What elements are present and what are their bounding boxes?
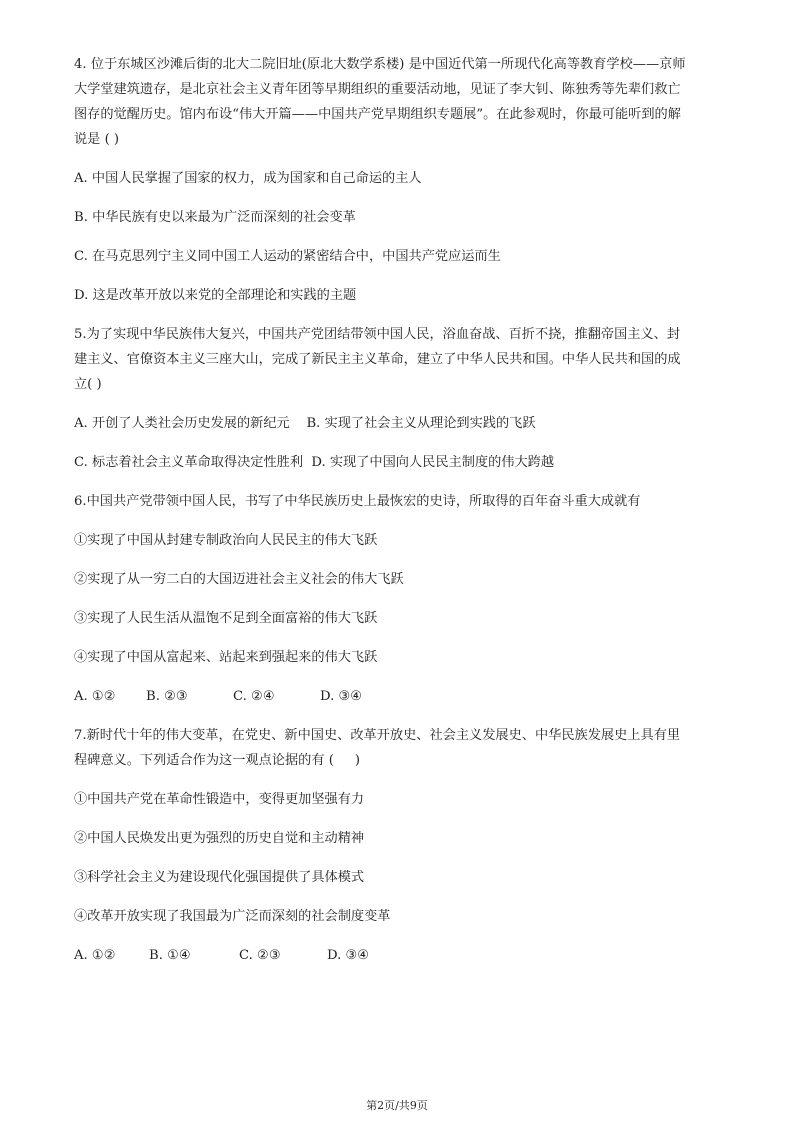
question-4 [74, 52, 724, 308]
question-5-stem-line-3: 立( ) [74, 377, 102, 392]
question-5-options-cd: C. 标志着社会主义革命取得决定性胜利 D. 实现了中国向人民民主制度的伟大跨越 [74, 455, 555, 470]
question-7-choice-c: C. ②③ [239, 948, 281, 963]
question-6-stem-line-1: 6.中国共产党带领中国人民，书写了中华民族历史上最恢宏的史诗，所取得的百年奋斗重大成就有 [74, 494, 641, 509]
question-7-item-1: ①中国共产党在革命性锻造中，变得更加坚强有力 [74, 792, 365, 807]
question-7-item-3: ③科学社会主义为建设现代化强国提供了具体模式 [74, 870, 365, 885]
question-4-stem-line-4: 说是 ( ) [74, 132, 120, 147]
question-5-stem-line-1: 5.为了实现中华民族伟大复兴，中国共产党团结带领中国人民，浴血奋战、百折不挠，推翻帝国主义、封 [74, 327, 681, 342]
question-7-choices [74, 943, 724, 968]
question-7-choice-b: B. ①④ [149, 948, 191, 963]
question-4-option-a: A. 中国人民掌握了国家的权力，成为国家和自己命运的主人 [74, 171, 422, 186]
question-5-options-ab: A. 开创了人类社会历史发展的新纪元 B. 实现了社会主义从理论到实践的飞跃 [74, 416, 536, 431]
question-4-option-b: B. 中华民族有史以来最为广泛而深刻的社会变革 [74, 210, 356, 225]
question-7-item-2: ②中国人民焕发出更为强烈的历史自觉和主动精神 [74, 831, 365, 846]
question-4-option-d: D. 这是改革开放以来党的全部理论和实践的主题 [74, 288, 357, 303]
question-6-choice-b: B. ②③ [146, 689, 188, 704]
question-5 [74, 322, 724, 475]
question-7-item-4: ④改革开放实现了我国最为广泛而深刻的社会制度变革 [74, 909, 391, 924]
question-6-item-2: ②实现了从一穷二白的大国迈进社会主义社会的伟大飞跃 [74, 572, 404, 587]
question-6-choices [74, 684, 724, 709]
question-6-choice-d: D. ③④ [320, 689, 363, 704]
question-7-stem-line-2: 程碑意义。下列适合作为这一观点论据的有 ( ) [74, 753, 361, 768]
question-4-stem-line-2: 大学堂建筑遗存，是北京社会主义青年团等早期组织的重要活动地，见证了李大钊、陈独秀等先辈们救亡 [74, 82, 681, 97]
question-7 [74, 723, 724, 968]
question-4-stem-line-1: 4. 位于东城区沙滩后街的北大二院旧址(原北大数学系楼) 是中国近代第一所现代化高等教育学校——京师 [74, 57, 686, 72]
question-7-choice-a: A. ①② [74, 948, 116, 963]
page-number: 第2页/共9页 [366, 1099, 428, 1112]
question-6-choice-c: C. ②④ [233, 689, 275, 704]
question-7-stem-line-1: 7.新时代十年的伟大变革，在党史、新中国史、改革开放史、社会主义发展史、中华民族发展史上具有里 [74, 728, 681, 743]
question-5-stem-line-2: 建主义、官僚资本主义三座大山，完成了新民主主义革命，建立了中华人民共和国。中华人民共和国的成 [74, 352, 681, 367]
question-4-stem-line-3: 图存的觉醒历史。馆内布设“伟大开篇——中国共产党早期组织专题展”。在此参观时，你最可能听到的解 [74, 107, 681, 122]
question-4-option-c: C. 在马克思列宁主义同中国工人运动的紧密结合中，中国共产党应运而生 [74, 249, 501, 264]
question-6 [74, 489, 724, 709]
question-6-item-4: ④实现了中国从富起来、站起来到强起来的伟大飞跃 [74, 650, 378, 665]
question-6-item-1: ①实现了中国从封建专制政治向人民民主的伟大飞跃 [74, 533, 378, 548]
question-6-item-3: ③实现了人民生活从温饱不足到全面富裕的伟大飞跃 [74, 611, 378, 626]
question-7-choice-d: D. ③④ [327, 948, 370, 963]
question-6-choice-a: A. ①② [74, 689, 116, 704]
exam-page [74, 52, 724, 968]
